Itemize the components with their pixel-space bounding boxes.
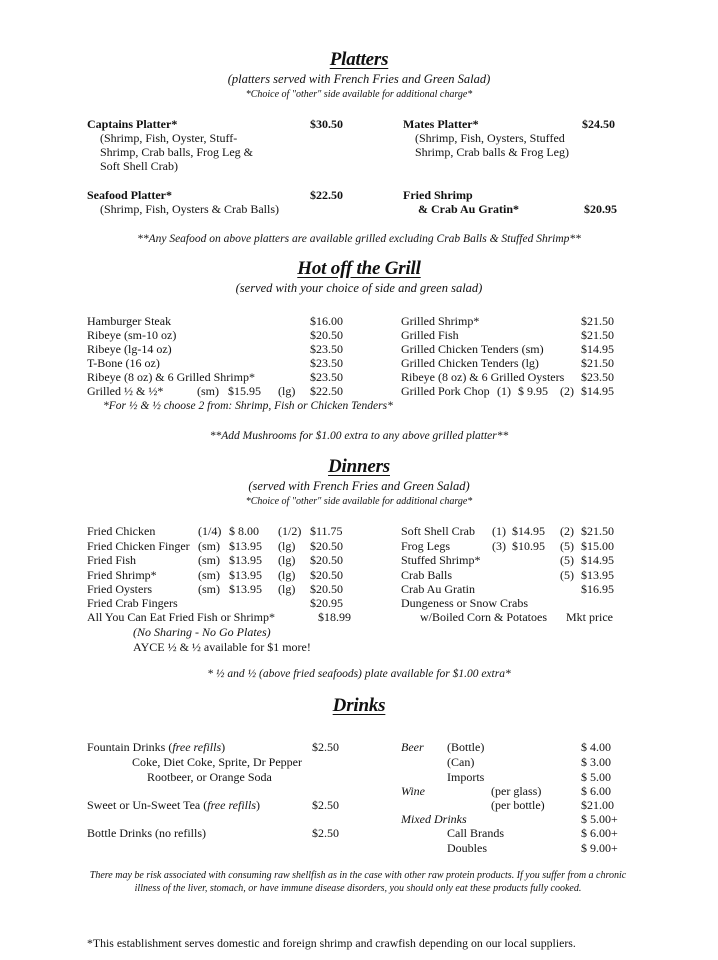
platters-title: Platters <box>329 49 389 70</box>
crab-fingers-price: $20.95 <box>310 596 343 610</box>
dinner-item-size: (5) <box>560 538 574 553</box>
dungeness-price: Mkt price <box>566 610 613 624</box>
dinner-item-size: (sm) <box>198 538 220 553</box>
dinner-item-name: Soft Shell Crab <box>401 524 475 538</box>
grill-item-price: $16.00 <box>310 314 343 328</box>
grill-item-price: $23.50 <box>310 356 343 370</box>
drinks-title: Drinks <box>332 695 386 716</box>
shrimp-source-footer: *This establishment serves domestic and foreign shrimp and crawfish depending on our local suppliers. <box>87 936 576 950</box>
grill-item-name: Ribeye (sm-10 oz) <box>87 328 177 342</box>
dinner-item-price: $13.95 <box>229 567 262 582</box>
fountain-drinks-name: Fountain Drinks (free refills) <box>87 740 226 754</box>
grill-item-price: $21.50 <box>581 328 614 342</box>
dinner-item-price: $ 8.00 <box>229 524 259 538</box>
ayce-price: $18.99 <box>318 610 351 624</box>
dinner-item-size: (lg) <box>278 582 296 596</box>
tea-price: $2.50 <box>312 798 339 812</box>
dinner-item-size: (lg) <box>278 567 296 582</box>
dinner-item-size: (lg) <box>278 553 296 567</box>
fried-shrimp-platter-price: $20.95 <box>584 202 617 216</box>
dinner-item-price: $13.95 <box>581 567 614 582</box>
mates-platter-desc: (Shrimp, Fish, Oysters, Stuffed <box>415 131 565 145</box>
dinner-item-size: (2) <box>560 524 574 538</box>
pork-chop-two-price: $14.95 <box>581 384 614 398</box>
dinner-item-size: (lg) <box>278 538 296 553</box>
dinners-subtitle: (served with French Fries and Green Salad) <box>248 479 470 493</box>
seafood-platter-name: Seafood Platter* <box>87 188 172 202</box>
fountain-drinks-flavors: Coke, Diet Coke, Sprite, Dr Pepper <box>132 755 302 769</box>
platters-subtitle: (platters served with French Fries and Green Salad) <box>227 72 491 86</box>
beer-label: Beer <box>401 740 424 754</box>
mixed-row-price: $ 9.00+ <box>581 841 618 855</box>
grilled-half-sm-price: $15.95 <box>228 384 261 398</box>
dinners-choice-note: *Choice of "other" side available for additional charge* <box>245 496 473 507</box>
grill-item-name: Grilled Fish <box>401 328 459 342</box>
pork-chop-two: (2) <box>560 384 574 398</box>
grill-item-name: Grilled Shrimp* <box>401 314 480 328</box>
grill-item-name: Grilled Chicken Tenders (sm) <box>401 342 544 356</box>
beer-row-price: $ 4.00 <box>581 740 611 754</box>
mixed-row-price: $ 6.00+ <box>581 826 618 840</box>
grill-item-price: $21.50 <box>581 356 614 370</box>
captains-platter-desc: (Shrimp, Fish, Oyster, Stuff- <box>100 131 238 145</box>
beer-row-name: (Can) <box>447 755 475 769</box>
dinners-half-note: * ½ and ½ (above fried seafoods) plate available for $1.00 extra* <box>207 668 511 680</box>
platters-choice-note: *Choice of "other" side available for additional charge* <box>245 89 473 100</box>
wine-row-price: $21.00 <box>581 798 614 812</box>
dinner-item-size: (1/2) <box>278 524 302 538</box>
raw-shellfish-disclaimer: There may be risk associated with consuming raw shellfish as in the case with other raw protein products. If you suffer from a chronic illness of the liver, stomach, or have immune disease disorders, you should only eat these products fully cooked. <box>89 870 627 894</box>
pork-chop-name: Grilled Pork Chop <box>401 384 490 398</box>
mates-platter-name: Mates Platter* <box>403 117 479 131</box>
dinner-item-size: (5) <box>560 567 574 582</box>
platters-grilled-note: **Any Seafood on above platters are available grilled excluding Crab Balls & Stuffed Shrimp** <box>137 233 581 245</box>
grill-item-name: Ribeye (lg-14 oz) <box>87 342 172 356</box>
dinner-item-name: Fried Chicken Finger <box>87 538 190 553</box>
fountain-drinks-flavors-2: Rootbeer, or Orange Soda <box>147 770 272 784</box>
beer-row-price: $ 5.00 <box>581 770 611 784</box>
dinner-item-price: $14.95 <box>581 553 614 567</box>
mixed-row-name: Call Brands <box>447 826 504 840</box>
mixed-row-name: Doubles <box>447 841 487 855</box>
ayce-half: AYCE ½ & ½ available for $1 more! <box>133 640 311 654</box>
grill-item-name: T-Bone (16 oz) <box>87 356 160 370</box>
beer-row-price: $ 3.00 <box>581 755 611 769</box>
mates-platter-price: $24.50 <box>582 117 615 131</box>
dinner-item-name: Fried Chicken <box>87 524 156 538</box>
grilled-half-lg-price: $22.50 <box>310 384 343 398</box>
captains-platter-price: $30.50 <box>310 117 343 131</box>
mates-platter-desc: Shrimp, Crab balls & Frog Leg) <box>415 145 569 159</box>
ayce-name: All You Can Eat Fried Fish or Shrimp* <box>87 610 276 624</box>
grill-subtitle: (served with your choice of side and green salad) <box>235 281 483 295</box>
dinner-item-size: (sm) <box>198 582 220 596</box>
dinner-item-price: $20.50 <box>310 582 343 596</box>
grill-item-name: Ribeye (8 oz) & 6 Grilled Shrimp* <box>87 370 255 384</box>
dinner-item-price: $16.95 <box>581 582 614 596</box>
mixed-drinks-price: $ 5.00+ <box>581 812 618 826</box>
dinner-item-price: $13.95 <box>229 553 262 567</box>
grill-mushroom-note: **Add Mushrooms for $1.00 extra to any above grilled platter** <box>209 430 509 442</box>
dinner-item-size: (1) <box>492 524 506 538</box>
dinner-item-price: $15.00 <box>581 538 614 553</box>
dinner-item-name: Crab Balls <box>401 567 452 582</box>
dinners-title: Dinners <box>328 456 390 477</box>
grill-item-price: $23.50 <box>310 342 343 356</box>
captains-platter-name: Captains Platter* <box>87 117 178 131</box>
beer-row-name: Imports <box>447 770 485 784</box>
grill-title: Hot off the Grill <box>297 258 421 279</box>
dinner-item-size: (sm) <box>198 567 220 582</box>
dungeness-name: Dungeness or Snow Crabs <box>401 596 528 610</box>
grill-item-name: Ribeye (8 oz) & 6 Grilled Oysters <box>401 370 565 384</box>
dinner-item-price: $13.95 <box>229 538 262 553</box>
grill-item-price: $23.50 <box>581 370 614 384</box>
dungeness-desc: w/Boiled Corn & Potatoes <box>420 610 547 624</box>
dinner-item-name: Fried Oysters <box>87 582 152 596</box>
dinner-item-size: (sm) <box>198 553 220 567</box>
dinner-item-price: $21.50 <box>581 524 614 538</box>
pork-chop-one-price: $ 9.95 <box>518 384 548 398</box>
bottle-drinks-name: Bottle Drinks (no refills) <box>87 826 206 840</box>
grilled-half-name: Grilled ½ & ½* <box>87 384 164 398</box>
fountain-drinks-price: $2.50 <box>312 740 339 754</box>
dinner-item-price: $13.95 <box>229 582 262 596</box>
bottle-drinks-price: $2.50 <box>312 826 339 840</box>
grill-item-price: $20.50 <box>310 328 343 342</box>
wine-row-name: (per bottle) <box>491 798 545 812</box>
tea-name: Sweet or Un-Sweet Tea (free refills) <box>87 798 261 812</box>
grill-item-name: Hamburger Steak <box>87 314 172 328</box>
dinner-item-name: Fried Shrimp* <box>87 567 157 582</box>
dinner-item-name: Fried Fish <box>87 553 137 567</box>
dinner-item-price: $10.95 <box>512 538 545 553</box>
grill-item-price: $14.95 <box>581 342 614 356</box>
wine-row-name: (per glass) <box>491 784 542 798</box>
dinner-item-name: Crab Au Gratin <box>401 582 475 596</box>
dinner-item-price: $20.50 <box>310 538 343 553</box>
grilled-half-lg: (lg) <box>278 384 296 398</box>
wine-row-price: $ 6.00 <box>581 784 611 798</box>
wine-label: Wine <box>401 784 425 798</box>
dinner-item-price: $20.50 <box>310 553 343 567</box>
dinner-item-size: (1/4) <box>198 524 222 538</box>
ayce-no-sharing: (No Sharing - No Go Plates) <box>133 625 271 639</box>
beer-row-name: (Bottle) <box>447 740 485 754</box>
grill-item-price: $23.50 <box>310 370 343 384</box>
dinner-item-size: (3) <box>492 538 506 553</box>
captains-platter-desc: Shrimp, Crab balls, Frog Leg & <box>100 145 253 159</box>
dinner-item-price: $14.95 <box>512 524 545 538</box>
seafood-platter-desc: (Shrimp, Fish, Oysters & Crab Balls) <box>100 202 279 216</box>
dinner-item-price: $20.50 <box>310 567 343 582</box>
captains-platter-desc: Soft Shell Crab) <box>100 159 178 173</box>
grill-item-price: $21.50 <box>581 314 614 328</box>
grilled-half-sm: (sm) <box>197 384 219 398</box>
dinner-item-price: $11.75 <box>310 524 343 538</box>
grill-half-note: *For ½ & ½ choose 2 from: Shrimp, Fish or Chicken Tenders* <box>103 400 393 412</box>
dinner-item-size: (5) <box>560 553 574 567</box>
dinner-item-name: Stuffed Shrimp* <box>401 553 481 567</box>
pork-chop-one: (1) <box>497 384 511 398</box>
dinner-item-name: Frog Legs <box>401 538 450 553</box>
grill-item-name: Grilled Chicken Tenders (lg) <box>401 356 539 370</box>
fried-shrimp-platter-name-2: & Crab Au Gratin* <box>418 202 520 216</box>
fried-shrimp-platter-name: Fried Shrimp <box>403 188 473 202</box>
seafood-platter-price: $22.50 <box>310 188 343 202</box>
mixed-drinks-label: Mixed Drinks <box>401 812 467 826</box>
crab-fingers-name: Fried Crab Fingers <box>87 596 178 610</box>
